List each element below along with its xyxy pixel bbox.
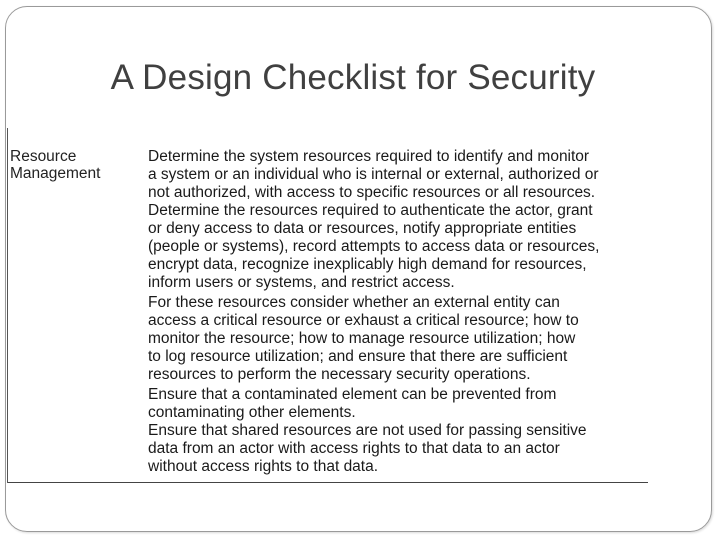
row-label-line: Resource bbox=[10, 148, 77, 165]
text-line: (people or systems), record attempts to access data or resources, bbox=[148, 238, 600, 255]
table-left-border bbox=[7, 128, 8, 483]
text-line: without access rights to that data. bbox=[148, 458, 379, 475]
text-line: Determine the resources required to authenticate the actor, grant bbox=[148, 202, 593, 219]
paragraph-external-entity bbox=[148, 294, 648, 384]
text-line: inform users or systems, and restrict access. bbox=[148, 274, 455, 291]
text-line: to log resource utilization; and ensure that there are sufficient bbox=[148, 348, 568, 365]
text-line: contaminating other elements. bbox=[148, 404, 356, 421]
text-line: a system or an individual who is internal or external, authorized or bbox=[148, 166, 599, 183]
text-line: Ensure that a contaminated element can be prevented from bbox=[148, 386, 557, 403]
paragraph-shared-resources bbox=[148, 422, 648, 476]
paragraph-identify-monitor bbox=[148, 148, 648, 202]
table-bottom-border bbox=[8, 482, 648, 483]
text-line: Determine the system resources required to identify and monitor bbox=[148, 148, 590, 165]
text-line: monitor the resource; how to manage resource utilization; how bbox=[148, 330, 576, 347]
text-line: data from an actor with access rights to that data to an actor bbox=[148, 440, 560, 457]
text-line: not authorized, with access to specific resources or all resources. bbox=[148, 184, 596, 201]
row-label-line: Management bbox=[10, 165, 101, 182]
text-line: or deny access to data or resources, notify appropriate entities bbox=[148, 220, 577, 237]
text-line: encrypt data, recognize inexplicably high demand for resources, bbox=[148, 256, 587, 273]
row-label bbox=[10, 148, 140, 182]
text-line: access a critical resource or exhaust a critical resource; how to bbox=[148, 312, 579, 329]
text-line: For these resources consider whether an external entity can bbox=[148, 294, 560, 311]
row-description bbox=[148, 148, 648, 476]
paragraph-authenticate bbox=[148, 202, 648, 292]
slide-title: A Design Checklist for Security bbox=[110, 58, 596, 97]
paragraph-contamination bbox=[148, 386, 648, 422]
text-line: Ensure that shared resources are not used for passing sensitive bbox=[148, 422, 587, 439]
text-line: resources to perform the necessary security operations. bbox=[148, 366, 531, 383]
